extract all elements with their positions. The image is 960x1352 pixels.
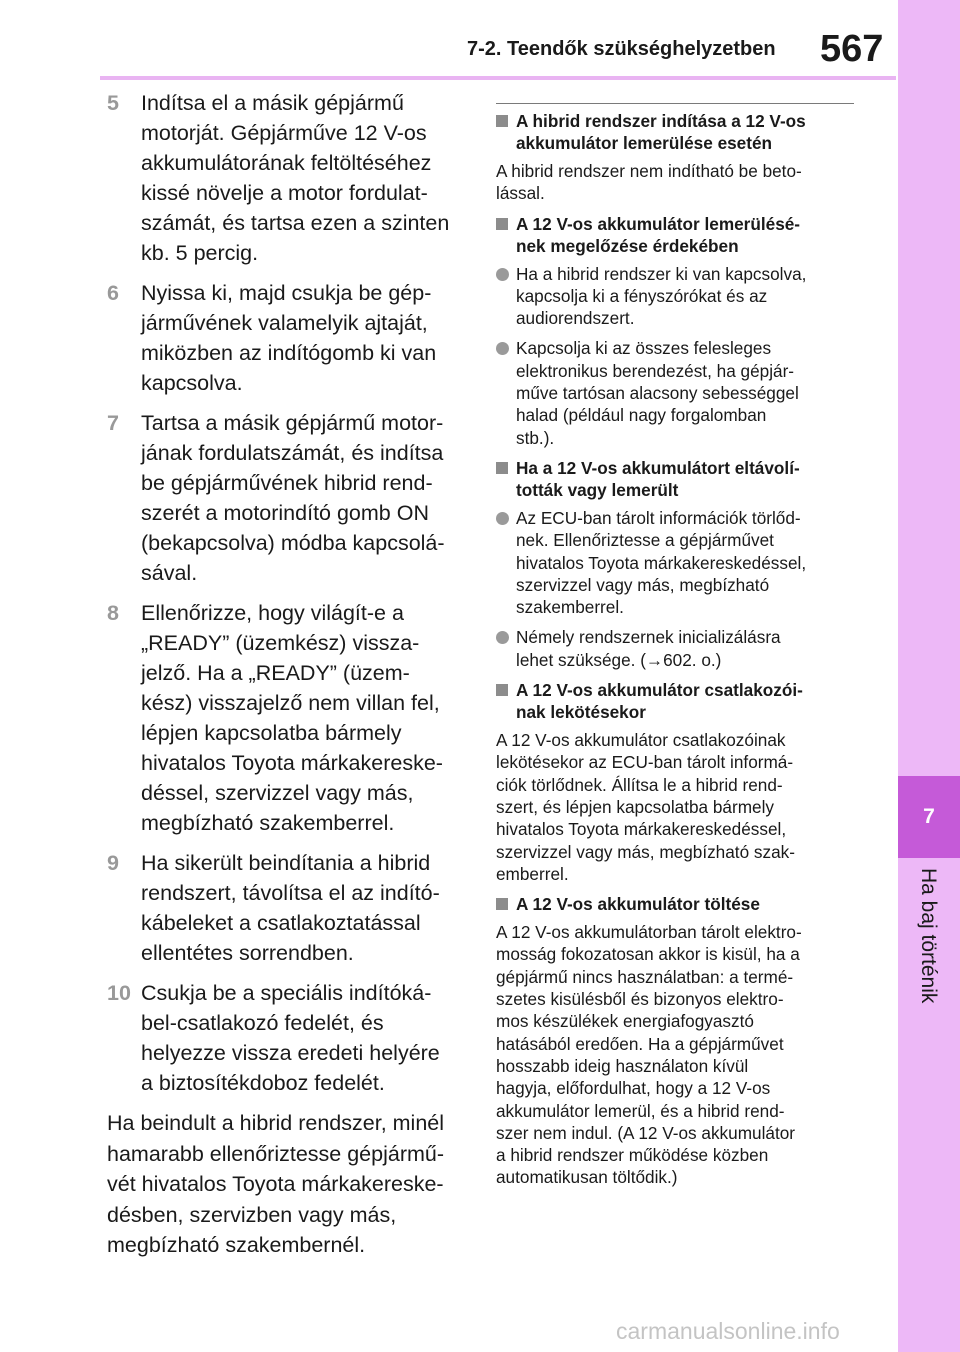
text-line: bel-csatlakozó fedelét, és xyxy=(141,1011,384,1035)
text-line: gépjármű nincs használatban: a termé- xyxy=(496,966,794,987)
text-line: miközben az indítógomb ki van xyxy=(141,341,437,365)
step-text xyxy=(141,598,459,838)
text-line: a hibrid rendszer működése közben xyxy=(496,1145,769,1166)
text-line: számát, és tartsa ezen a szinten xyxy=(141,211,450,235)
text-line: déssel, szervizzel vagy más, xyxy=(141,781,414,805)
text-line: akkumulátor lemerül, és a hibrid rend- xyxy=(496,1100,785,1121)
step-number: 10 xyxy=(107,981,131,1005)
text-line: hatásából eredően. Ha a gépjárművet xyxy=(496,1033,784,1054)
step-text xyxy=(141,408,459,588)
circle-bullet-icon xyxy=(496,512,509,525)
text-line: Ha a hibrid rendszer ki van kapcsolva, xyxy=(516,263,807,284)
text-line: Tartsa a másik gépjármű motor- xyxy=(141,411,444,435)
text-line: nak lekötésekor xyxy=(516,702,646,723)
right-column-rule xyxy=(496,103,854,104)
heading-text xyxy=(516,457,854,501)
chapter-title: Ha baj történik xyxy=(917,868,940,1004)
step-number: 9 xyxy=(107,851,119,875)
text-line: kb. 5 percig. xyxy=(141,241,259,265)
text-line: hivatalos Toyota márkakereske- xyxy=(141,751,443,775)
circle-bullet-icon xyxy=(496,342,509,355)
closing-paragraph xyxy=(107,1108,459,1261)
text-line: kábeleket a csatlakoztatással xyxy=(141,911,421,935)
text-line: A 12 V-os akkumulátor csatlakozóinak xyxy=(496,730,786,751)
section-heading xyxy=(496,457,854,501)
square-bullet-icon xyxy=(496,684,508,696)
text-line: ellentétes sorrendben. xyxy=(141,941,354,965)
text-line: szakemberrel. xyxy=(516,597,624,618)
square-bullet-icon xyxy=(496,462,508,474)
text-line: hosszabb ideig használaton kívül xyxy=(496,1055,749,1076)
text-line: A 12 V-os akkumulátor lemerülésé- xyxy=(516,213,801,234)
text-line: automatikusan töltődik.) xyxy=(496,1167,678,1188)
text-line: A 12 V-os akkumulátor csatlakozói- xyxy=(516,680,803,701)
text-line: Ha sikerült beindítania a hibrid xyxy=(141,851,431,875)
text-line: szerét a motorindító gomb ON xyxy=(141,501,429,525)
step-number: 8 xyxy=(107,601,119,625)
text-line: lépjen kapcsolatba bármely xyxy=(141,721,402,745)
step-item xyxy=(107,848,459,968)
step-number: 6 xyxy=(107,281,119,305)
bullet-text xyxy=(516,263,854,330)
text-line: Indítsa el a másik gépjármű xyxy=(141,91,404,115)
bullet-text xyxy=(516,507,854,618)
chapter-number-tab xyxy=(898,776,960,858)
text-line: hagyja, előfordulhat, hogy a 12 V-os xyxy=(496,1078,771,1099)
text-line: motorját. Gépjárműve 12 V-os xyxy=(141,121,427,145)
body-paragraph xyxy=(496,160,854,205)
step-item xyxy=(107,598,459,838)
square-bullet-icon xyxy=(496,898,508,910)
left-column xyxy=(107,88,459,1261)
step-item xyxy=(107,88,459,268)
watermark: carmanualsonline.info xyxy=(616,1318,840,1344)
text-line: emberrel. xyxy=(496,863,569,884)
section-heading xyxy=(496,679,854,723)
text-line: kapcsolva. xyxy=(141,371,243,395)
circle-bullet-icon xyxy=(496,631,509,644)
text-line: A hibrid rendszer nem indítható be beto- xyxy=(496,161,802,181)
text-line: a biztosítékdoboz fedelét. xyxy=(141,1071,385,1095)
bullet-item xyxy=(496,626,854,671)
square-bullet-icon xyxy=(496,218,508,230)
step-item xyxy=(107,408,459,588)
text-line: jelző. Ha a „READY” (üzem- xyxy=(141,661,410,685)
text-line: A 12 V-os akkumulátor töltése xyxy=(516,894,760,915)
text-line: kapcsolja ki a fényszórókat és az xyxy=(516,285,768,306)
heading-text xyxy=(516,213,854,257)
text-line: lekötésekor az ECU-ban tárolt informá- xyxy=(496,752,794,773)
heading-text xyxy=(516,679,854,723)
text-line: helyezze vissza eredeti helyére xyxy=(141,1041,440,1065)
text-line: mosság fokozatosan akkor is kisül, ha a xyxy=(496,944,800,965)
square-bullet-icon xyxy=(496,115,508,127)
section-heading xyxy=(496,110,854,154)
text-line: Ha a 12 V-os akkumulátort eltávolí- xyxy=(516,457,800,478)
text-line: Kapcsolja ki az összes felesleges xyxy=(516,338,772,359)
step-number: 5 xyxy=(107,91,119,115)
text-line: kész) visszajelző nem villan fel, xyxy=(141,691,440,715)
step-number: 7 xyxy=(107,411,119,435)
text-line: Nyissa ki, majd csukja be gép- xyxy=(141,281,432,305)
bullet-item xyxy=(496,263,854,330)
text-line: „READY” (üzemkész) vissza- xyxy=(141,631,420,655)
section-heading xyxy=(496,213,854,257)
text-line: désben, szervizben vagy más, xyxy=(107,1202,397,1227)
step-text xyxy=(141,278,459,398)
text-line: stb.). xyxy=(516,427,555,448)
right-column xyxy=(496,103,854,1197)
text-line: járművének valamelyik ajtaját, xyxy=(141,311,428,335)
text-line: halad (például nagy forgalomban xyxy=(516,405,767,426)
text-line: szervizzel vagy más, megbízható xyxy=(516,574,770,595)
header-rule xyxy=(100,76,896,80)
chapter-side-tab xyxy=(898,0,960,1352)
step-text xyxy=(141,88,459,268)
chapter-number: 7 xyxy=(923,805,935,828)
text-line: lással. xyxy=(496,183,545,204)
text-line: A hibrid rendszer indítása a 12 V-os xyxy=(516,111,806,131)
text-line: műve tartósan alacsony sebességgel xyxy=(516,383,799,404)
text-line: ciók törlődnek. Állítsa le a hibrid rend- xyxy=(496,774,783,795)
bullet-text xyxy=(516,337,854,448)
text-line: akkumulátorának feltöltéséhez xyxy=(141,151,432,175)
text-line: megbízható szakemberrel. xyxy=(141,811,395,835)
text-line: sával. xyxy=(141,561,198,585)
text-line: audiorendszert. xyxy=(516,308,635,329)
text-line: nek megelőzése érdekében xyxy=(516,235,739,256)
text-line: mos készülékek energiafogyasztó xyxy=(496,1011,754,1032)
text-line: szer nem indul. (A 12 V-os akkumulátor xyxy=(496,1122,796,1143)
text-line: vét hivatalos Toyota márkakereske- xyxy=(107,1172,444,1196)
text-line: Csukja be a speciális indítóká- xyxy=(141,981,432,1005)
text-line: (bekapcsolva) módba kapcsolá- xyxy=(141,531,445,555)
text-line: Ellenőrizze, hogy világít-e a xyxy=(141,601,404,625)
text-line: A 12 V-os akkumulátorban tárolt elektro- xyxy=(496,922,802,943)
text-line: jának fordulatszámát, és indítsa xyxy=(141,441,444,465)
text-line: Ha beindult a hibrid rendszer, minél xyxy=(107,1111,445,1135)
text-line: szervizzel vagy más, megbízható szak- xyxy=(496,841,795,862)
step-item xyxy=(107,278,459,398)
text-line: hivatalos Toyota márkakereskedéssel, xyxy=(496,819,787,840)
text-line: nek. Ellenőriztesse a gépjárművet xyxy=(516,530,774,551)
text-line: tották vagy lemerült xyxy=(516,479,679,500)
text-line: Némely rendszernek inicializálásra xyxy=(516,627,781,648)
page-number: 567 xyxy=(820,28,884,70)
circle-bullet-icon xyxy=(496,268,509,281)
heading-text xyxy=(516,893,854,915)
text-line: lehet szüksége. (→602. o.) xyxy=(516,649,722,670)
text-line: hamarabb ellenőriztesse gépjármű- xyxy=(107,1141,445,1166)
section-header: 7-2. Teendők szükséghelyzetben xyxy=(467,38,776,60)
bullet-item xyxy=(496,337,854,448)
step-text xyxy=(141,848,459,968)
bullet-text xyxy=(516,626,854,671)
text-line: Az ECU-ban tárolt információk törlőd- xyxy=(516,507,801,528)
text-line: szetes kisülésből és bizonyos elektro- xyxy=(496,989,784,1010)
text-line: elektronikus berendezést, ha gépjár- xyxy=(516,360,795,381)
section-heading xyxy=(496,893,854,915)
text-line: be gépjárművének hibrid rend- xyxy=(141,471,433,495)
body-paragraph xyxy=(496,921,854,1189)
bullet-item xyxy=(496,507,854,618)
body-paragraph xyxy=(496,729,854,885)
heading-text xyxy=(516,110,854,154)
step-text xyxy=(141,978,459,1098)
text-line: rendszert, távolítsa el az indító- xyxy=(141,881,440,905)
text-line: kissé növelje a motor fordulat- xyxy=(141,181,428,205)
text-line: megbízható szakembernél. xyxy=(107,1233,366,1257)
step-item xyxy=(107,978,459,1098)
text-line: hivatalos Toyota márkakereskedéssel, xyxy=(516,552,807,573)
text-line: akkumulátor lemerülése esetén xyxy=(516,133,773,153)
text-line: szert, és lépjen kapcsolatba bármely xyxy=(496,796,775,817)
